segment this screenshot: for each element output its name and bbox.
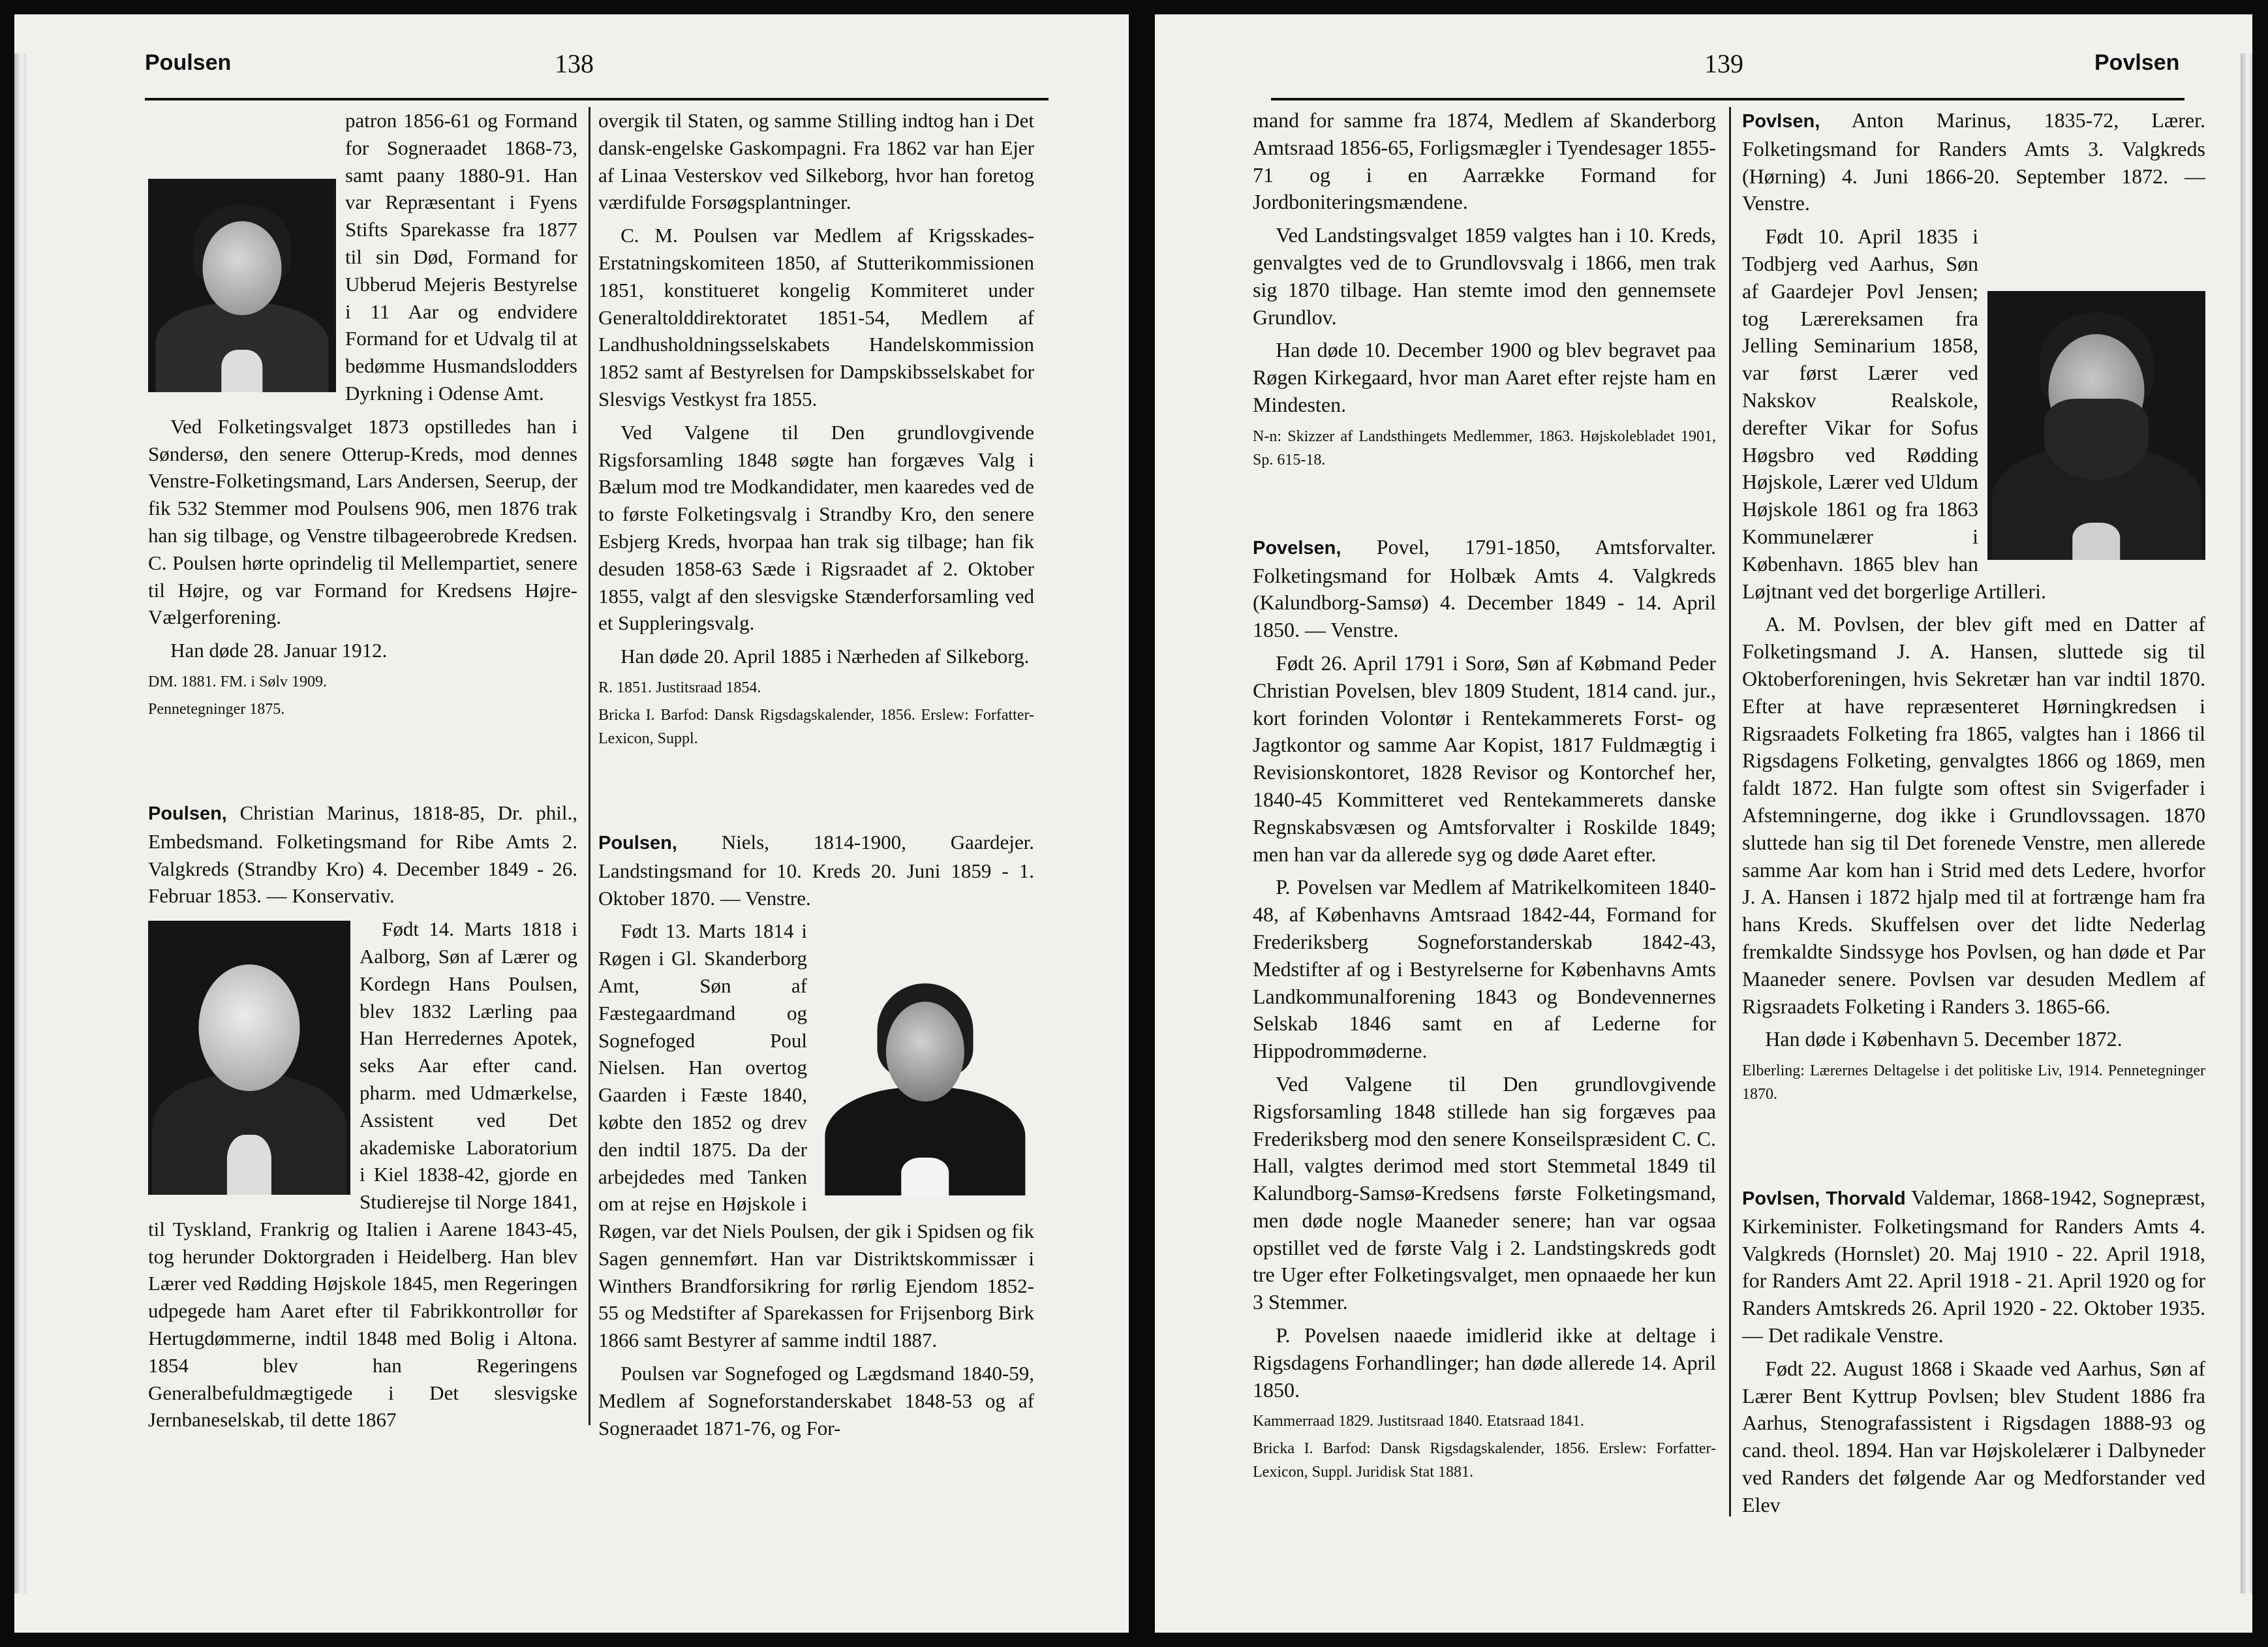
portrait-c-poulsen: [148, 179, 336, 392]
paragraph: Poulsen var Sognefoged og Lægdsmand 1840-59, Medlem af Sogneforstanderskabet 1848-53 og af Sogneraadet 1871-76, og For-: [598, 1362, 1034, 1439]
paragraph: mand for samme fra 1874, Medlem af Skanderborg Amtsraad 1856-65, Forligsmægler i Tyendesager 1855-71 og i en Aarrække Formand for Jordboniteringsmændene.: [1253, 108, 1716, 214]
paragraph: Født 14. Marts 1818 i Aalborg, Søn af Lærer og Kordegn Hans Poulsen, blev 1832 Lærling paa Han Herredernes Apotek, seks Aar efter cand. pharm. med Udmærkelse, Assistent ved Det akademiske Laboratorium i Kiel 1838-42, gjorde en Studierejse til Norge 1841, til Tyskland, Frankrig og Italien i Aarene 1843-45, tog herunder Doktorgraden i Heidelberg. Han blev Lærer ved Rødding Højskole 1845, men Regeringen udpegede ham Aaret efter til Fabrikkontrollør for Hertugdømmerne, indtil 1848 med Bolig i Altona. 1854 blev han Regeringens Generalbefuldmægtigede i Det slesvigske Jernbaneselskab, til dette 1867: [148, 917, 577, 1432]
page-edge: [2241, 54, 2252, 1593]
right-page-column-1: [1253, 107, 1716, 1607]
footnote: Kammerraad 1829. Justitsraad 1840. Etatsraad 1841.: [1253, 1413, 1584, 1430]
footnote: Bricka I. Barfod: Dansk Rigsdagskalender, 1856. Erslew: Forfatter-Lexicon, Suppl.: [598, 706, 1034, 747]
paragraph: A. M. Povlsen, der blev gift med en Datter af Folketingsmand J. A. Hansen, sluttede sig til Oktoberforeningen, hvis Sekretær han var indtil 1870. Efter at have repræsenteret Hørningkredsen i Rigsraadets Folketing fra 1865, valgtes han i 1866 til Rigsdagens Folketing, genvalgtes 1866 og 1869, men faldt 1872. Han fulgte som oftest sin Svigerfader i Afstemningerne, dog ikke i Grundlovssagen. 1870 sluttede han sig til Det forenede Venstre, men allerede samme Aar kom han i Strid med dets Ledere, hvorfor J. A. Hansen i 1872 hjalp med til at fortrænge ham fra hans Kreds. Skuffelsen over det lidte Nederlag fremkaldte Sindssyge hos Povlsen, og han døde et Par Maaneder senere. Povlsen var desuden Medlem af Rigsraadets Folketing i Randers 3. 1865-66.: [1742, 612, 2205, 1018]
paragraph: Han døde 10. December 1900 og blev begravet paa Røgen Kirkegaard, hvor man Aaret efter rejste ham en Mindesten.: [1253, 338, 1716, 416]
left-page-column-2: [598, 107, 1034, 1607]
header-rule: [1271, 98, 2184, 100]
footnote: N-n: Skizzer af Landsthingets Medlemmer, 1863. Højskolebladet 1901, Sp. 615-18.: [1253, 427, 1716, 469]
portrait-christian-marinus-poulsen: [148, 921, 350, 1195]
page-number: 138: [555, 49, 594, 78]
paragraph: Født 13. Marts 1814 i Røgen i Gl. Skanderborg Amt, Søn af Fæstegaardmand og Sognefoged Poul Nielsen. Han overtog Gaarden i Fæste 1840, købte den 1852 og drev den indtil 1875. Da der arbejdedes med Tanken om at rejse en Højskole i Røgen, var det Niels Poulsen, der gik i Spidsen og fik Sagen gennemført. Han var Distriktskommissær i Winthers Brandforsikring for rørlig Ejendom 1852-55 og Medstifter af Sparekassen for Frijsenborg Birk 1866 samt Bestyrer af samme indtil 1887.: [598, 919, 1034, 1352]
entry-heading-text: Povel, 1791-1850, Amtsforvalter. Folketingsmand for Holbæk Amts 4. Valgkreds (Kalundborg-Samsø) 4. December 1849 - 14. April 1850. — Venstre.: [1253, 534, 1716, 642]
entry-heading-text: Niels, 1814-1900, Gaardejer. Landstingsmand for 10. Kreds 20. Juni 1859 - 1. Oktober 1870. — Venstre.: [598, 830, 1034, 910]
running-head: Poulsen: [145, 50, 232, 75]
paragraph: Født 22. August 1868 i Skaade ved Aarhus, Søn af Lærer Bent Kyttrup Povlsen; blev Student 1886 fra Aarhus, Stenografassistent i Rigsdagen 1888-93 og cand. theol. 1894. Han var Højskolelærer i Dalbyneder ved Randers det følgende Aar og Medforstander ved Elev: [1742, 1356, 2205, 1516]
paragraph: Ved Landstingsvalget 1859 valgtes han i 10. Kreds, genvalgtes ved de to Grundlovsvalg i 1866, men trak sig 1870 tilbage. Han stemte imod den gennemsete Grundlov.: [1253, 223, 1716, 329]
paragraph: P. Povelsen naaede imidlerid ikke at deltage i Rigsdagens Forhandlinger; han døde allerede 14. April 1850.: [1253, 1323, 1716, 1402]
entry-name: Poulsen,: [598, 832, 677, 854]
paragraph: patron 1856-61 og Formand for Sogneraadet 1868-73, samt paany 1880-91. Han var Repræsentant i Fyens Stifts Sparekasse fra 1877 til sin Død, Formand for Ubberud Mejeris Bestyrelse i 11 Aar og endvidere Formand for et Udvalg til at bedømme Husmandslodders Dyrkning i Odense Amt.: [345, 109, 577, 405]
paragraph: Han døde i København 5. December 1872.: [1765, 1027, 2122, 1051]
footnote: Elberling: Lærernes Deltagelse i det politiske Liv, 1914. Pennetegninger 1870.: [1742, 1062, 2205, 1103]
paragraph: Født 10. April 1835 i Todbjerg ved Aarhus, Søn af Gaardejer Povl Jensen; tog Lærereksamen fra Jelling Seminarium 1858, var først Lærer ved Nakskov Realskole, derefter Vikar for Sofus Høgsbro ved Rødding Højskole, Lærer ved Uldum Højskole 1861 og fra 1863 Kommunelærer i København. 1865 blev han Løjtnant ved det borgerlige Artilleri.: [1742, 224, 2046, 603]
page-number: 139: [1704, 49, 1743, 78]
paragraph: Født 26. April 1791 i Sorø, Søn af Købmand Peder Christian Povelsen, blev 1809 Student, 1814 cand. jur., kort forinden Volontør i Rentekammerets Forst- og Jagtkontor og samme Aar Kopist, 1817 Fuldmægtig i Revisionskontoret, 1828 Revisor og Kontorchef her, 1840-45 Kommitteret ved Rentekammerets danske Regnskabsvæsen og Amtsforvalter i Roskilde 1849; men han var da allerede syg og døde Aaret efter.: [1253, 651, 1716, 866]
paragraph: C. M. Poulsen var Medlem af Krigsskades-Erstatningskomiteen 1850, af Stutterikommissionen 1851, konstitueret kongelig Kommiteret under Generaltolddirektoratet 1851-54, Medlem af Landhusholdningsselskabets Handelskommission 1852 samt af Bestyrelsen for Dampskibsselskabet for Slesvigs Vestkyst fra 1855.: [598, 224, 1034, 410]
paragraph: P. Povelsen var Medlem af Matrikelkomiteen 1840-48, af Københavns Amtsraad 1842-44, Formand for Frederiksberg Sogneforstanderskab 1842-43, Medstifter af og i Bestyrelserne for Københavns Amts Landkommunalforening 1843 og Bondevennernes Selskab 1846 samt en af Lederne for Hippodrommøderne.: [1253, 875, 1716, 1063]
footnote: Pennetegninger 1875.: [148, 700, 285, 718]
footnote: Bricka I. Barfod: Dansk Rigsdagskalender, 1856. Erslew: Forfatter-Lexicon, Suppl. Juridisk Stat 1881.: [1253, 1440, 1716, 1481]
paragraph: Han døde 28. Januar 1912.: [170, 639, 388, 662]
entry-name: Povlsen,: [1742, 1188, 1820, 1210]
paragraph: Han døde 20. April 1885 i Nærheden af Silkeborg.: [621, 645, 1030, 668]
entry-heading: [1253, 534, 1716, 644]
entry-heading: [148, 799, 577, 910]
entry-name: Povlsen,: [1742, 111, 1820, 132]
left-page-column-1: [148, 107, 577, 1607]
entry-name: Povelsen,: [1253, 537, 1341, 559]
right-page-column-2: [1742, 107, 2205, 1607]
right-page: [1155, 14, 2252, 1633]
entry-name: Poulsen,: [148, 803, 227, 824]
portrait-niels-poulsen: [816, 959, 1034, 1195]
page-edge: [14, 54, 26, 1593]
entry-heading-text: Anton Marinus, 1835-72, Lærer. Folketingsmand for Randers Amts 3. Valgkreds (Hørning) 4. Juni 1866-20. September 1872. — Venstre.: [1742, 108, 2205, 215]
paragraph: Ved Valgene til Den grundlovgivende Rigsforsamling 1848 stillede han sig forgæves paa Frederiksberg mod den senere Konseilspræsident C. C. Hall, valgtes derimod med stort Stemmetal 1849 til Kalundborg-Samsø-Kredsens første Folketingsmand, men døde nogle Maaneder senere; han var ogsaa opstillet ved de første Valg i 2. Landstingskreds godt tre Uger efter Folketingsvalget, men opnaaede her kun 3 Stemmer.: [1253, 1071, 1716, 1314]
paragraph: Ved Valgene til Den grundlovgivende Rigsforsamling 1848 søgte han forgæves Valg i Bælum mod tre Modkandidater, men kaaredes ved de to første Folketingsvalg i Strandby Kro, den senere Esbjerg Kreds, hvorpaa han trak sig tilbage; han fik desuden 1858-63 Sæde i Rigsraadet af 2. Oktober 1855, valgt af den slesvigske Stænderforsamling ved et Suppleringsvalg.: [598, 420, 1034, 635]
paragraph: Ved Folketingsvalget 1873 opstilledes han i Søndersø, den senere Otterup-Kreds, mod dennes Venstre-Folketingsmand, Lars Andersen, Seerup, der fik 532 Stemmer mod Poulsens 906, men 1876 trak han sig tilbage, og Venstre tilbageerobrede Kredsen. C. Poulsen hørte oprindelig til Mellempartiet, senere til Højre, og var Formand for Kredsens Højre-Vælgerforening.: [148, 414, 577, 629]
portrait-anton-marinus-povlsen: [1987, 291, 2205, 560]
paragraph: overgik til Staten, og samme Stilling indtog han i Det dansk-engelske Gaskompagni. Fra 1862 var han Ejer af Linaa Vesterskov ved Silkeborg, hvor han foretog værdifulde Forsøgsplantninger.: [598, 109, 1034, 214]
footnote: R. 1851. Justitsraad 1854.: [598, 679, 761, 696]
entry-heading: [1742, 1184, 2205, 1349]
running-head: Povlsen: [2094, 50, 2180, 75]
entry-heading-text: Christian Marinus, 1818-85, Dr. phil., Embedsmand. Folketingsmand for Ribe Amts 2. Valgkreds (Strandby Kro) 4. December 1849 - 26. Februar 1853. — Konservativ.: [148, 801, 577, 908]
entry-heading-text: Valdemar, 1868-1942, Sognepræst, Kirkeminister. Folketingsmand for Randers Amts 4. Valgkreds (Hornslet) 20. Maj 1910 - 22. April 1918, for Randers Amt 22. April 1918 - 21. April 1920 og for Randers Amtskreds 26. April 1920 - 22. Oktober 1935. — Det radikale Venstre.: [1742, 1186, 2205, 1347]
header-rule: [145, 98, 1049, 100]
column-rule: [1729, 107, 1731, 1516]
entry-name-given: Thorvald: [1820, 1188, 1906, 1210]
column-rule: [589, 107, 590, 1425]
entry-heading: [1742, 107, 2205, 217]
entry-heading: [598, 829, 1034, 912]
left-page: [14, 14, 1129, 1633]
footnote: DM. 1881. FM. i Sølv 1909.: [148, 673, 328, 690]
